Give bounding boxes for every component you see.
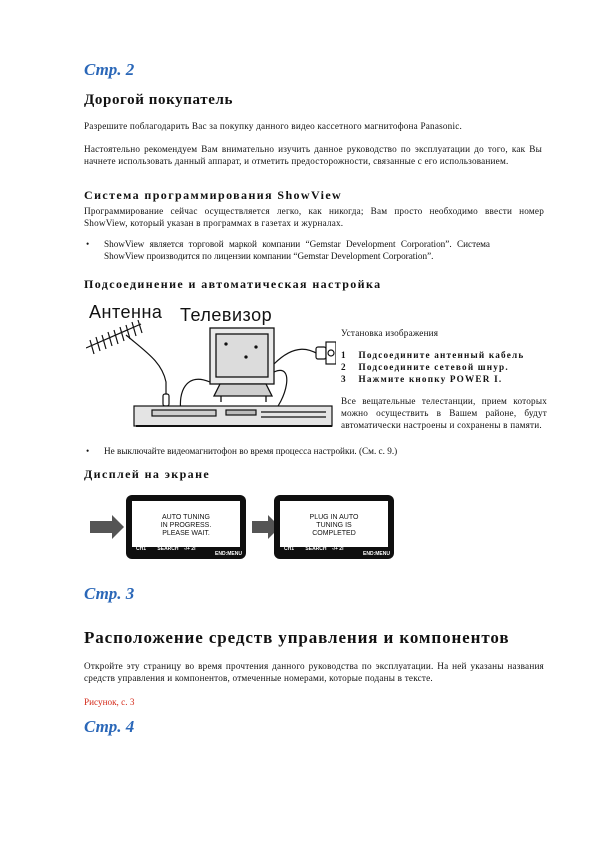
osd-screen-2-footer: CH1 SEARCH -/+ 2I END:MENU: [284, 546, 390, 557]
bullet-icon: •: [86, 446, 90, 456]
antenna-icon: [86, 320, 169, 406]
arrow-right-icon: [90, 515, 124, 539]
intro-paragraph: Разрешите поблагодарить Вас за покупку данного видео кассетного магнитофона Panasonic.: [84, 121, 462, 131]
onscreen-display-figure: [90, 493, 395, 561]
setup-title: Установка изображения: [341, 328, 439, 338]
osd-screen-1-footer: CH1 SEARCH -/+ 2I END:MENU: [136, 546, 242, 557]
controls-paragraph: Откройте эту страницу во время прочтения данного руководства по эксплуатации. На ней указаны названия средств управления и компонентов, отмеченные номерами, которые поданы в тексте.: [84, 661, 544, 683]
osd-screen-2-text: PLUG IN AUTO TUNING IS COMPLETED: [309, 514, 359, 537]
vcr-icon: [134, 406, 332, 426]
power-plug-icon: [316, 342, 336, 364]
tuning-warning-bullet: • Не выключайте видеомагнитофон во время процесса настройки. (См. с. 9.): [86, 446, 398, 456]
bullet-icon: •: [86, 239, 90, 249]
page-heading-2: Стр. 2: [84, 60, 135, 79]
osd-screen-1-text: AUTO TUNING IN PROGRESS. PLEASE WAIT.: [160, 514, 212, 537]
recommend-paragraph: Настоятельно рекомендуем Вам внимательно изучить данное руководство по эксплуатации до того, как Вы начнете использовать данный аппарат, и отметить предосторожности, связанные с его использованием.: [84, 144, 542, 166]
connection-illustration: [86, 302, 336, 430]
showview-trademark-bullet: • ShowView является торговой маркой компании “Gemstar Development Corporation”. Система ShowView производится по лицензии компании “Gemstar Development Corporation”.: [86, 239, 490, 261]
showview-paragraph: Программирование сейчас осуществляется легко, как никогда; Вам просто необходимо ввести номер ShowView, который указан в программах в газетах и журналах.: [84, 206, 544, 228]
tv-icon: [210, 328, 274, 402]
step-3: 3 Нажмите кнопку POWER I.: [341, 374, 503, 384]
connection-title: Подсоединение и автоматическая настройка: [84, 277, 382, 291]
tuning-note: Все вещательные телестанции, прием которых можно осуществить в Вашем районе, будут автоматически настроены и сохранены в памяти.: [341, 396, 547, 430]
showview-title: Система программирования ShowView: [84, 188, 343, 202]
page-title-controls: Расположение средств управления и компонентов: [84, 628, 510, 647]
antenna-label: Антенна: [89, 302, 163, 322]
page-title-dear-customer: Дорогой покупатель: [84, 92, 233, 108]
step-1: 1 Подсоедините антенный кабель: [341, 350, 525, 360]
step-2: 2 Подсоедините сетевой шнур.: [341, 362, 509, 372]
tv-label: Телевизор: [180, 305, 273, 325]
display-title: Дисплей на экране: [84, 467, 211, 481]
figure-link[interactable]: Рисунок, с. 3: [84, 697, 135, 707]
connection-diagram: [86, 302, 336, 430]
page-heading-3: Стр. 3: [84, 584, 135, 603]
page-heading-4: Стр. 4: [84, 717, 135, 736]
